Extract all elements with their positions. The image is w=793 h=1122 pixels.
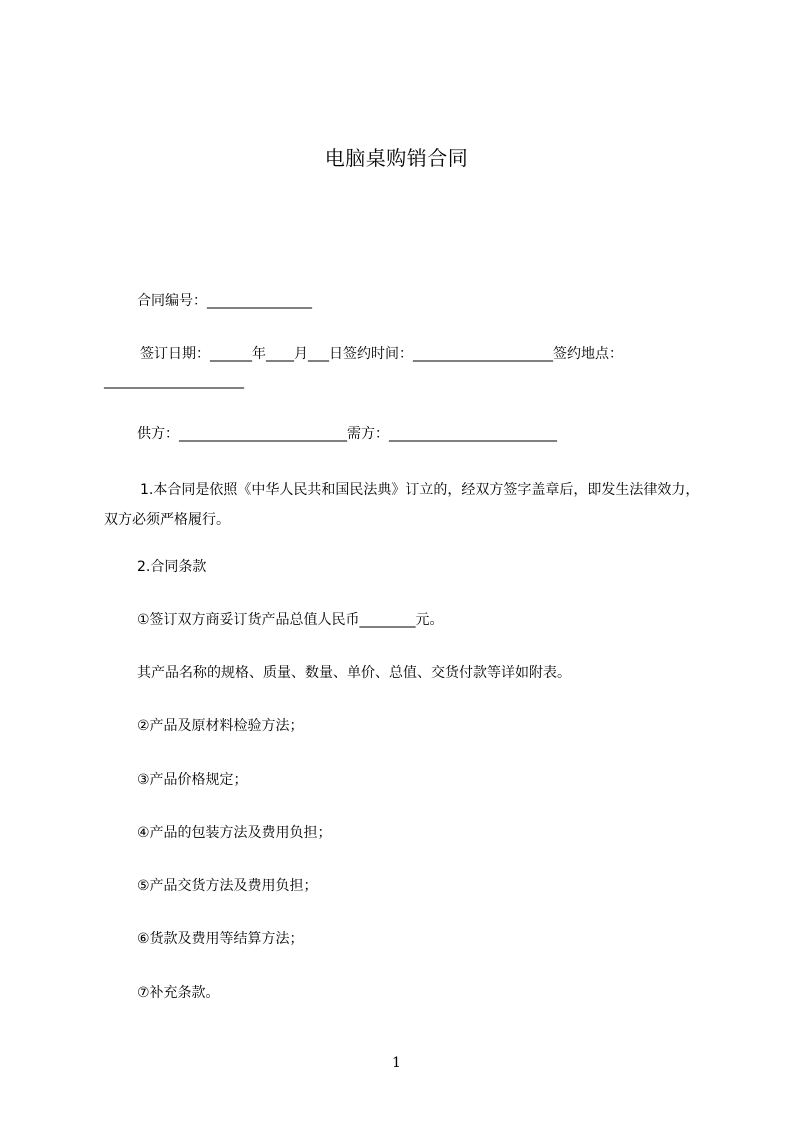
list-item: ⑥货款及费用等结算方法； — [137, 931, 304, 947]
clause-1: 1.本合同是依照《中华人民共和国民法典》订立的，经双方签字盖章后，即发生法律效力，双方必须严格履行。 — [104, 482, 700, 528]
page-number: 1 — [392, 1055, 401, 1071]
list-item: ③产品价格规定； — [137, 772, 248, 788]
sign-place-blank: ____________________ — [104, 373, 244, 389]
list-item: ⑤产品交货方法及费用负担； — [137, 878, 318, 894]
list-item: ②产品及原材料检验方法； — [137, 718, 304, 734]
list-item: ⑦补充条款。 — [137, 985, 220, 1001]
list-item: ①签订双方商妥订货产品总值人民币________元。 — [137, 612, 444, 628]
clause-2-heading: 2.合同条款 — [137, 559, 207, 575]
parties-line: 供方：________________________需方：________________________ — [137, 426, 557, 442]
contract-number-line: 合同编号：_______________ — [137, 293, 312, 309]
document-title: 电脑桌购销合同 — [324, 146, 469, 170]
sign-date-line: 签订日期：______年____月___日签约时间：____________________签约地点： — [140, 346, 623, 362]
list-item: ④产品的包装方法及费用负担； — [137, 825, 332, 841]
list-item: 其产品名称的规格、质量、数量、单价、总值、交货付款等详如附表。 — [137, 665, 571, 681]
